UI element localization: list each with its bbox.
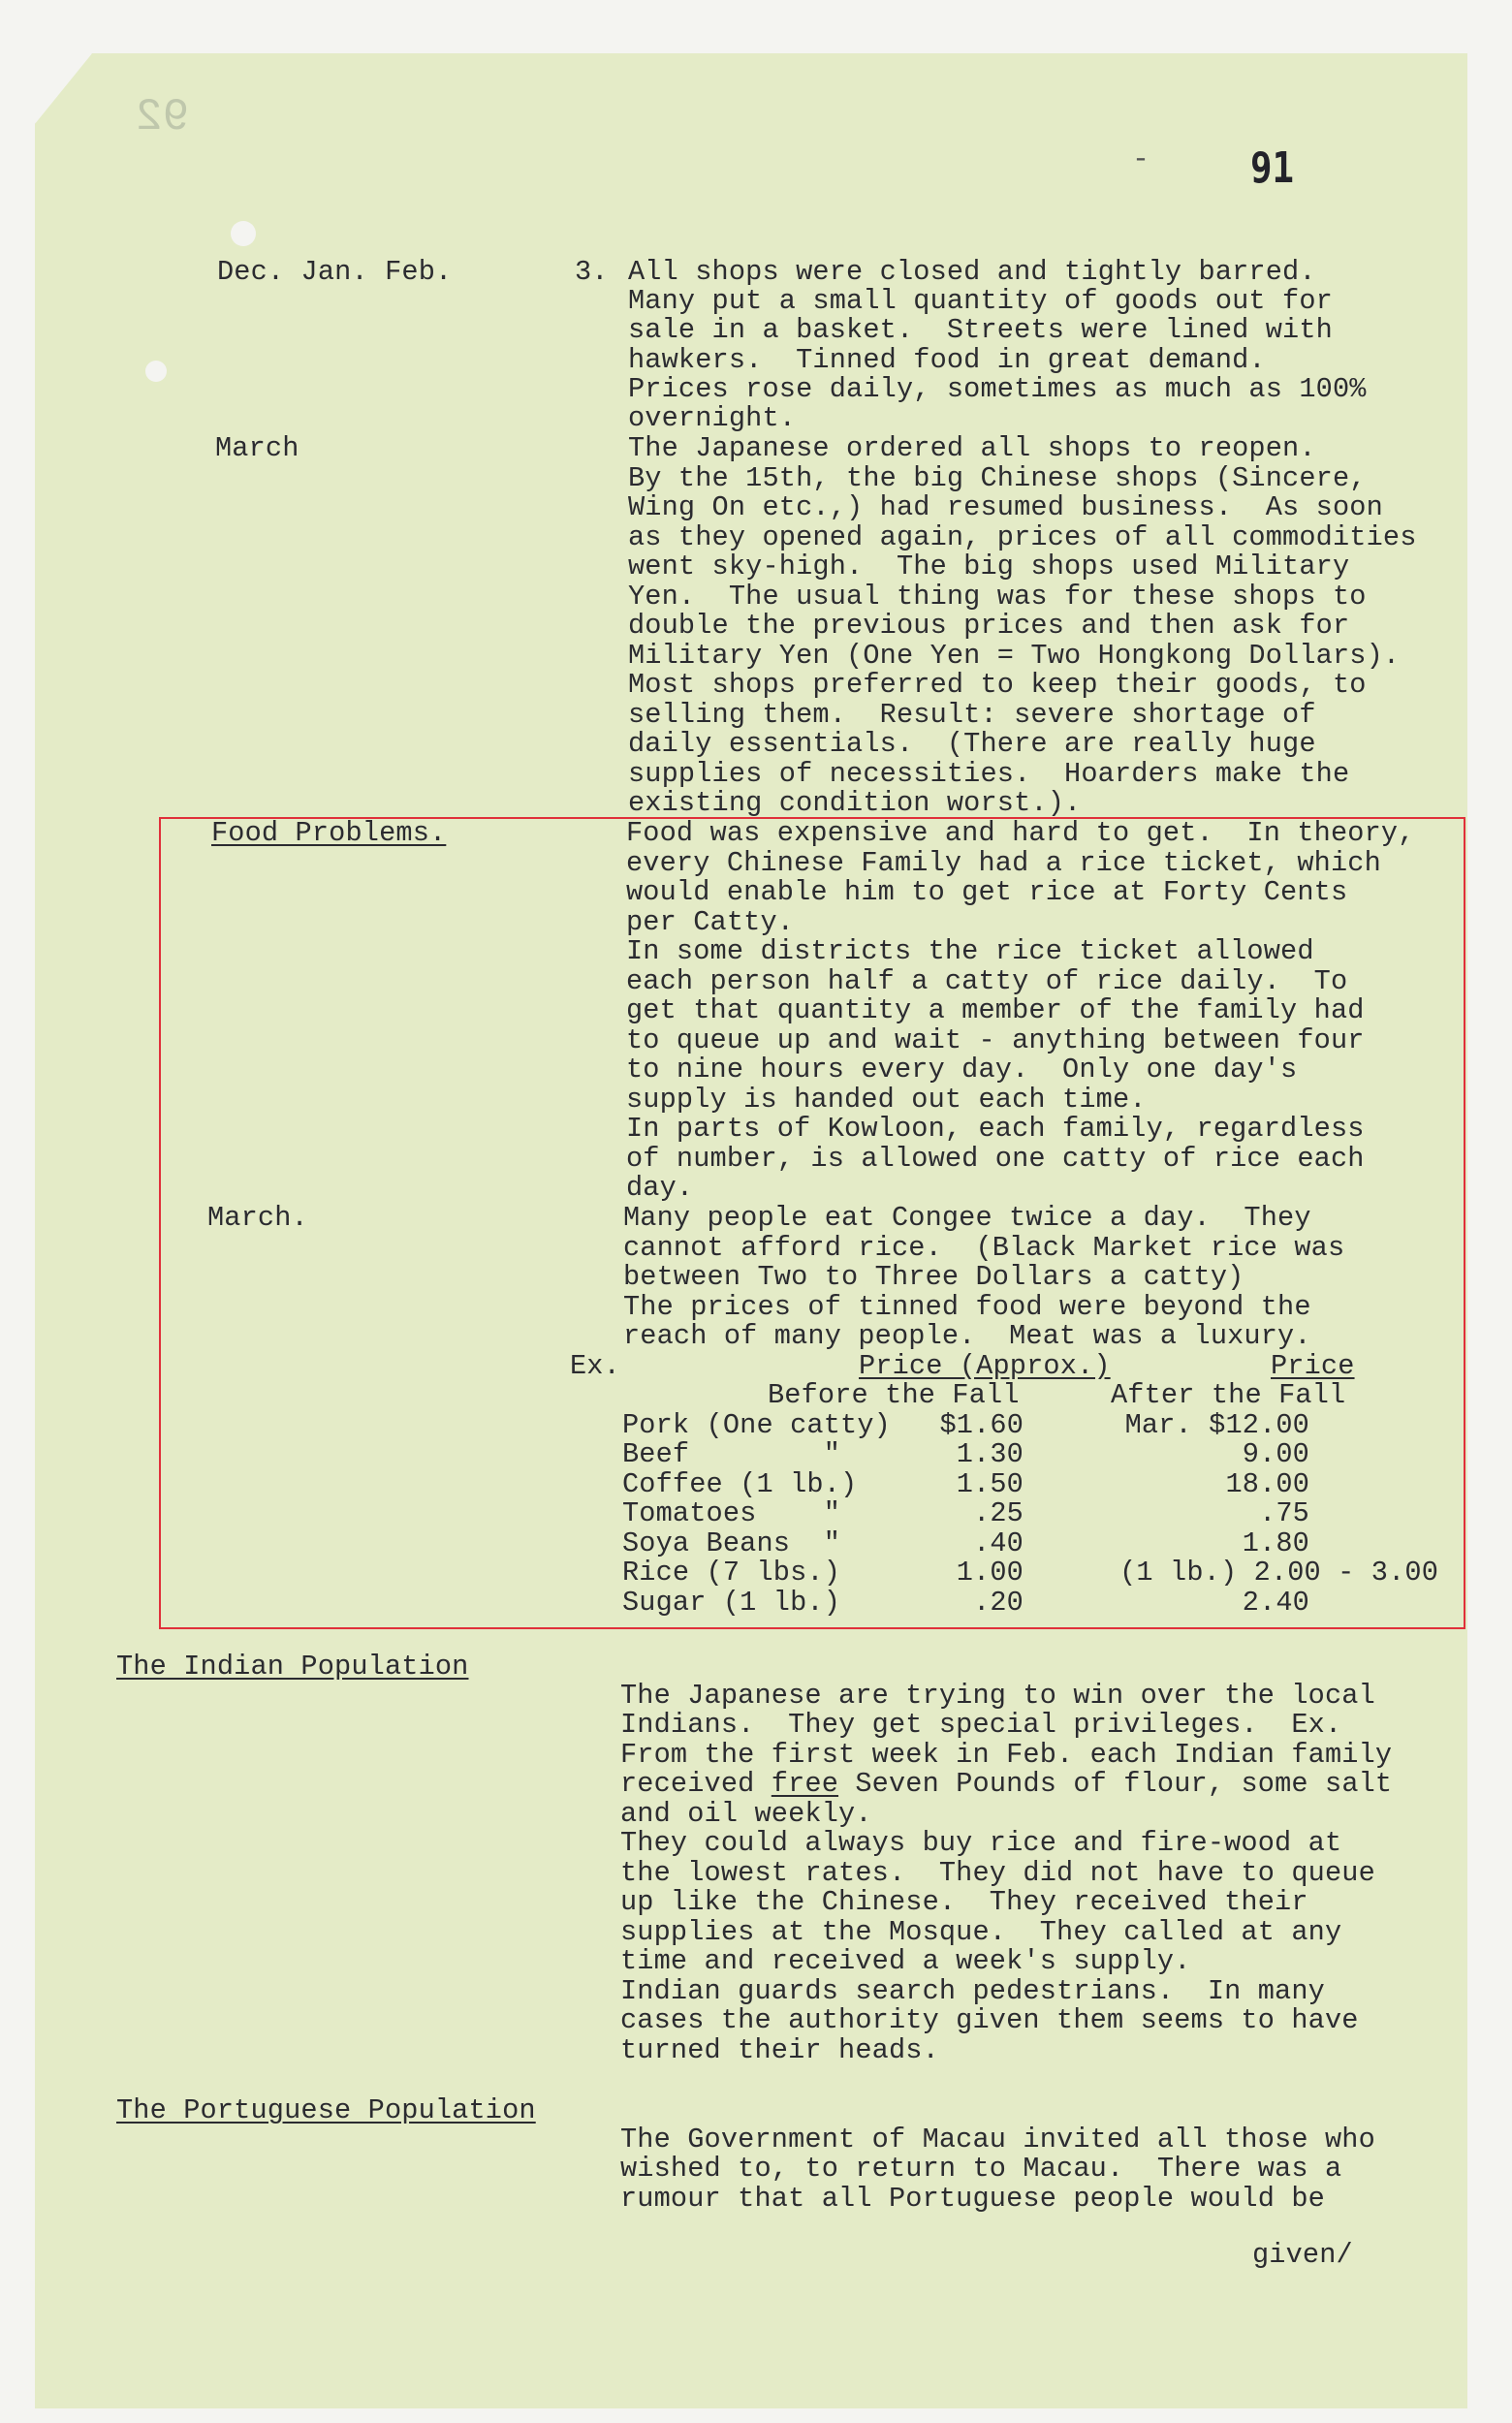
text-line: the lowest rates. They did not have to queue	[620, 1857, 1375, 1889]
text-line: Indian guards search pedestrians. In many	[620, 1975, 1325, 2007]
text-line: of number, is allowed one catty of rice each	[626, 1143, 1365, 1175]
text-line: to queue up and wait - anything between four	[626, 1024, 1365, 1056]
text-line: All shops were closed and tightly barred.	[628, 256, 1316, 288]
header-price-approx: Price (Approx.)	[859, 1350, 1111, 1382]
price-before: 1.00	[956, 1557, 1024, 1589]
page-number-dash: -	[1132, 143, 1150, 176]
text-line: Most shops preferred to keep their goods, to	[628, 669, 1367, 701]
text-line: Prices rose daily, sometimes as much as 100%	[628, 373, 1367, 405]
price-before: .20	[973, 1587, 1024, 1619]
text-line: Yen. The usual thing was for these shops to	[628, 581, 1367, 613]
text-line: per Catty.	[626, 906, 795, 938]
page-number: 91	[1250, 143, 1295, 193]
ghost-page-number: 92	[136, 92, 190, 142]
text-line: wished to, to return to Macau. There was a	[620, 2153, 1342, 2185]
text-line: sale in a basket. Streets were lined with	[628, 314, 1333, 346]
text-line: existing condition worst.).	[628, 787, 1082, 819]
text-line: By the 15th, the big Chinese shops (Sincere,	[628, 462, 1367, 494]
text-line: as they opened again, prices of all commodities	[628, 521, 1417, 553]
price-before: .25	[973, 1497, 1024, 1529]
text-line: rumour that all Portuguese people would be	[620, 2183, 1325, 2215]
text-line: Indians. They get special privileges. Ex.	[620, 1709, 1342, 1741]
header-price: Price	[1271, 1350, 1355, 1382]
text-line: hawkers. Tinned food in great demand.	[628, 344, 1266, 376]
price-after: 2.40	[1242, 1587, 1309, 1619]
text-line: every Chinese Family had a rice ticket, which	[626, 847, 1381, 879]
price-before: 1.30	[956, 1438, 1024, 1470]
text-line: went sky-high. The big shops used Military	[628, 551, 1350, 582]
text-line: supply is handed out each time.	[626, 1084, 1147, 1116]
price-after: 18.00	[1225, 1468, 1309, 1500]
text-line: supplies of necessities. Hoarders make the	[628, 758, 1350, 790]
price-item: Soya Beans "	[622, 1527, 841, 1559]
punch-hole-top	[231, 221, 256, 246]
price-item: Sugar (1 lb.)	[622, 1587, 841, 1619]
text-line: double the previous prices and then ask for	[628, 610, 1350, 642]
price-item: Coffee (1 lb.)	[622, 1468, 858, 1500]
text-line: From the first week in Feb. each Indian family	[620, 1739, 1393, 1771]
price-item: Rice (7 lbs.)	[622, 1557, 841, 1589]
text-line: time and received a week's supply.	[620, 1945, 1191, 1977]
text-line: They could always buy rice and fire-wood at	[620, 1827, 1342, 1859]
heading-indian-population: The Indian Population	[116, 1651, 469, 1683]
text-line: In some districts the rice ticket allowed	[626, 935, 1314, 967]
text-line: reach of many people. Meat was a luxury.	[623, 1320, 1311, 1352]
price-before: 1.50	[956, 1468, 1024, 1500]
label-march-food: March.	[207, 1202, 308, 1234]
text-line: Food was expensive and hard to get. In theory,	[626, 817, 1415, 849]
punch-hole-middle	[145, 361, 167, 382]
text-line: between Two to Three Dollars a catty)	[623, 1261, 1244, 1293]
price-after: .75	[1259, 1497, 1309, 1529]
price-item: Beef "	[622, 1438, 841, 1470]
text-line: Many put a small quantity of goods out for	[628, 285, 1333, 317]
text-run: Seven Pounds of flour, some salt	[838, 1768, 1393, 1800]
text-line: The Japanese ordered all shops to reopen.	[628, 432, 1316, 464]
text-line: The Japanese are trying to win over the local	[620, 1680, 1375, 1712]
text-line: cannot afford rice. (Black Market rice was	[623, 1232, 1345, 1264]
text-line: cases the authority given them seems to have	[620, 2004, 1359, 2036]
text-line	[620, 1770, 1392, 1800]
text-line: Wing On etc.,) had resumed business. As soon	[628, 491, 1383, 523]
text-line: Many people eat Congee twice a day. They	[623, 1202, 1311, 1234]
label-march: March	[215, 432, 299, 464]
heading-portuguese-population: The Portuguese Population	[116, 2094, 536, 2126]
price-after: Mar. $12.00	[1124, 1409, 1309, 1441]
text-line: In parts of Kowloon, each family, regardless	[626, 1113, 1365, 1145]
item-number: 3.	[575, 256, 609, 288]
text-line: day.	[626, 1172, 694, 1204]
text-line: The prices of tinned food were beyond the	[623, 1291, 1311, 1323]
price-before: $1.60	[939, 1409, 1024, 1441]
catchword: given/	[1252, 2239, 1353, 2271]
heading-food-problems: Food Problems.	[211, 817, 447, 849]
text-line: would enable him to get rice at Forty Cents	[626, 876, 1348, 908]
price-before: .40	[973, 1527, 1024, 1559]
text-line: overnight.	[628, 402, 797, 434]
text-line: turned their heads.	[620, 2034, 939, 2066]
price-item: Pork (One catty)	[622, 1409, 891, 1441]
text-line: to nine hours every day. Only one day's	[626, 1054, 1298, 1086]
text-line: selling them. Result: severe shortage of	[628, 699, 1316, 731]
price-item: Tomatoes "	[622, 1497, 841, 1529]
price-after: 9.00	[1242, 1438, 1309, 1470]
ex-label: Ex.	[570, 1350, 620, 1382]
subheader-before: Before the Fall	[768, 1379, 1020, 1411]
label-dec-jan-feb: Dec. Jan. Feb.	[217, 256, 453, 288]
emphasis-free: free	[771, 1768, 839, 1800]
subheader-after: After the Fall	[1111, 1379, 1346, 1411]
text-line: get that quantity a member of the family had	[626, 994, 1365, 1026]
text-line: supplies at the Mosque. They called at any	[620, 1916, 1342, 1948]
text-line: daily essentials. (There are really huge	[628, 728, 1316, 760]
price-after: 1.80	[1242, 1527, 1309, 1559]
text-line: each person half a catty of rice daily. To	[626, 965, 1348, 997]
text-run: received	[620, 1768, 772, 1800]
text-line: up like the Chinese. They received their	[620, 1886, 1308, 1918]
text-line: The Government of Macau invited all those who	[620, 2124, 1375, 2156]
price-after: (1 lb.) 2.00 - 3.00	[1119, 1557, 1438, 1589]
text-line: Military Yen (One Yen = Two Hongkong Dollars).	[628, 640, 1401, 672]
text-line: and oil weekly.	[620, 1798, 872, 1830]
